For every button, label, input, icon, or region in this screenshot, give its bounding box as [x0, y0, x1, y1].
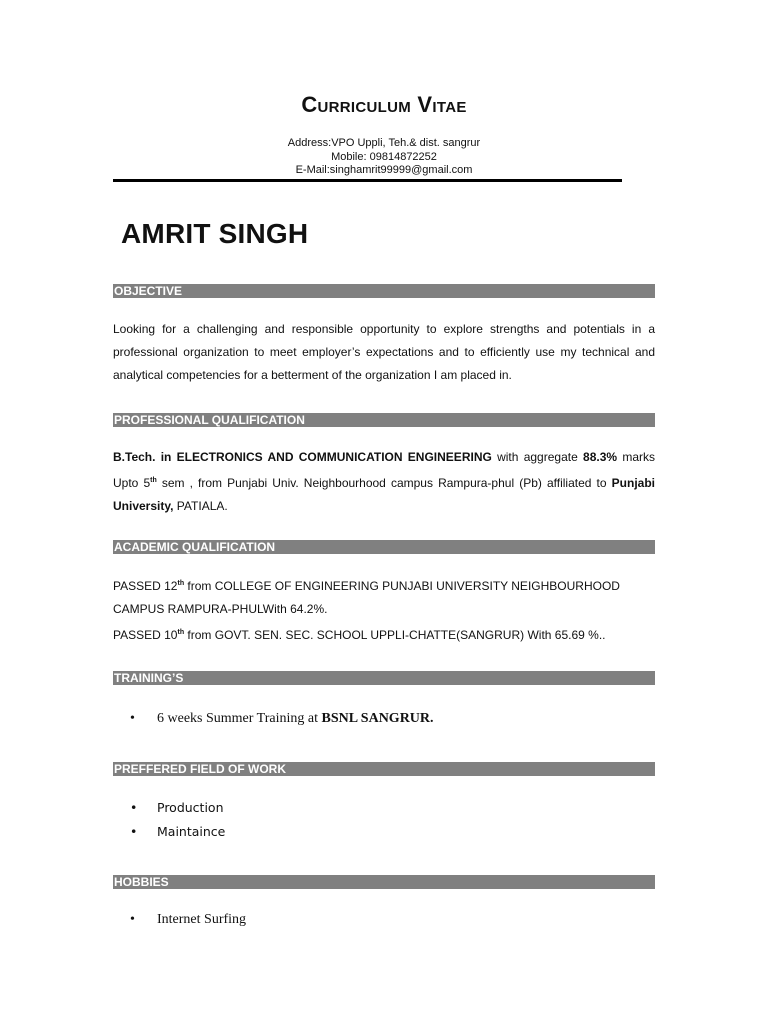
field-list [130, 796, 225, 844]
candidate-name: AMRIT SINGH [121, 218, 309, 249]
marks-upto: marks Upto 5 [113, 450, 656, 490]
section-heading-academic: ACADEMIC QUALIFICATION [113, 540, 655, 554]
degree-name: B.Tech. in ELECTRONICS AND COMMUNICATION ENGINEERING [113, 450, 492, 464]
hobby-internet-surfing: Internet Surfing [157, 912, 247, 927]
document-title: Curriculum Vitae [301, 92, 467, 117]
university-name: Punjabi University, [113, 476, 655, 513]
list-item [130, 912, 246, 928]
bullet-icon: • [130, 912, 135, 927]
section-heading-field: PREFFERED FIELD OF WORK [113, 762, 655, 776]
academic-10th-sup: th [177, 629, 185, 636]
bullet-icon: • [130, 711, 135, 726]
academic-text [113, 572, 651, 647]
professional-text [113, 446, 655, 518]
academic-12th-label: PASSED 12 [113, 579, 178, 593]
header-rule [113, 179, 622, 182]
hobbies-list [130, 912, 246, 928]
section-heading-hobbies: HOBBIES [113, 875, 655, 889]
section-heading-objective: OBJECTIVE [113, 284, 655, 298]
campus-details: sem , from Punjabi Univ. Neighbourhood campus Rampura-phul (Pb) affiliated to [156, 476, 612, 490]
field-item-production: Production [157, 800, 224, 815]
academic-10th-detail: from GOVT. SEN. SEC. SCHOOL UPPLI-CHATTE(SANGRUR) With 65.69 %.. [184, 628, 606, 642]
list-item [130, 820, 225, 844]
section-heading-professional: PROFESSIONAL QUALIFICATION [113, 413, 655, 427]
contact-address: Address:VPO Uppli, Teh.& dist. sangrur [287, 137, 481, 149]
university-city: PATIALA. [173, 499, 228, 513]
academic-10th-label: PASSED 10 [113, 628, 178, 642]
academic-line-10th [113, 621, 651, 647]
training-org: BSNL SANGRUR. [321, 711, 434, 726]
section-heading-training: TRAINING’S [113, 671, 655, 685]
contact-mobile: Mobile: 09814872252 [331, 150, 437, 163]
aggregate-label: with aggregate [491, 450, 584, 464]
training-list [130, 711, 434, 727]
list-item [130, 711, 434, 727]
training-text: 6 weeks Summer Training at [157, 711, 322, 726]
academic-line-12th [113, 572, 651, 621]
academic-12th-detail: from COLLEGE OF ENGINEERING PUNJABI UNIVERSITY NEIGHBOURHOOD CAMPUS RAMPURA-PHULWith 64.2%. [113, 579, 620, 616]
sem-superscript: th [150, 477, 157, 484]
bullet-icon: • [130, 824, 138, 839]
field-item-maintaince: Maintaince [157, 824, 226, 839]
list-item [130, 796, 225, 820]
bullet-icon: • [130, 800, 138, 815]
aggregate-value: 88.3% [583, 450, 618, 464]
contact-block [0, 137, 768, 178]
contact-email: E-Mail:singhamrit99999@gmail.com [295, 164, 473, 176]
academic-12th-sup: th [177, 580, 185, 587]
objective-text: Looking for a challenging and responsible opportunity to explore strengths and potentials in a professional organization to meet employer’s expectations and to efficiently use my technical and analytical competencies for a betterment of the organization I am placed in. [113, 322, 655, 382]
